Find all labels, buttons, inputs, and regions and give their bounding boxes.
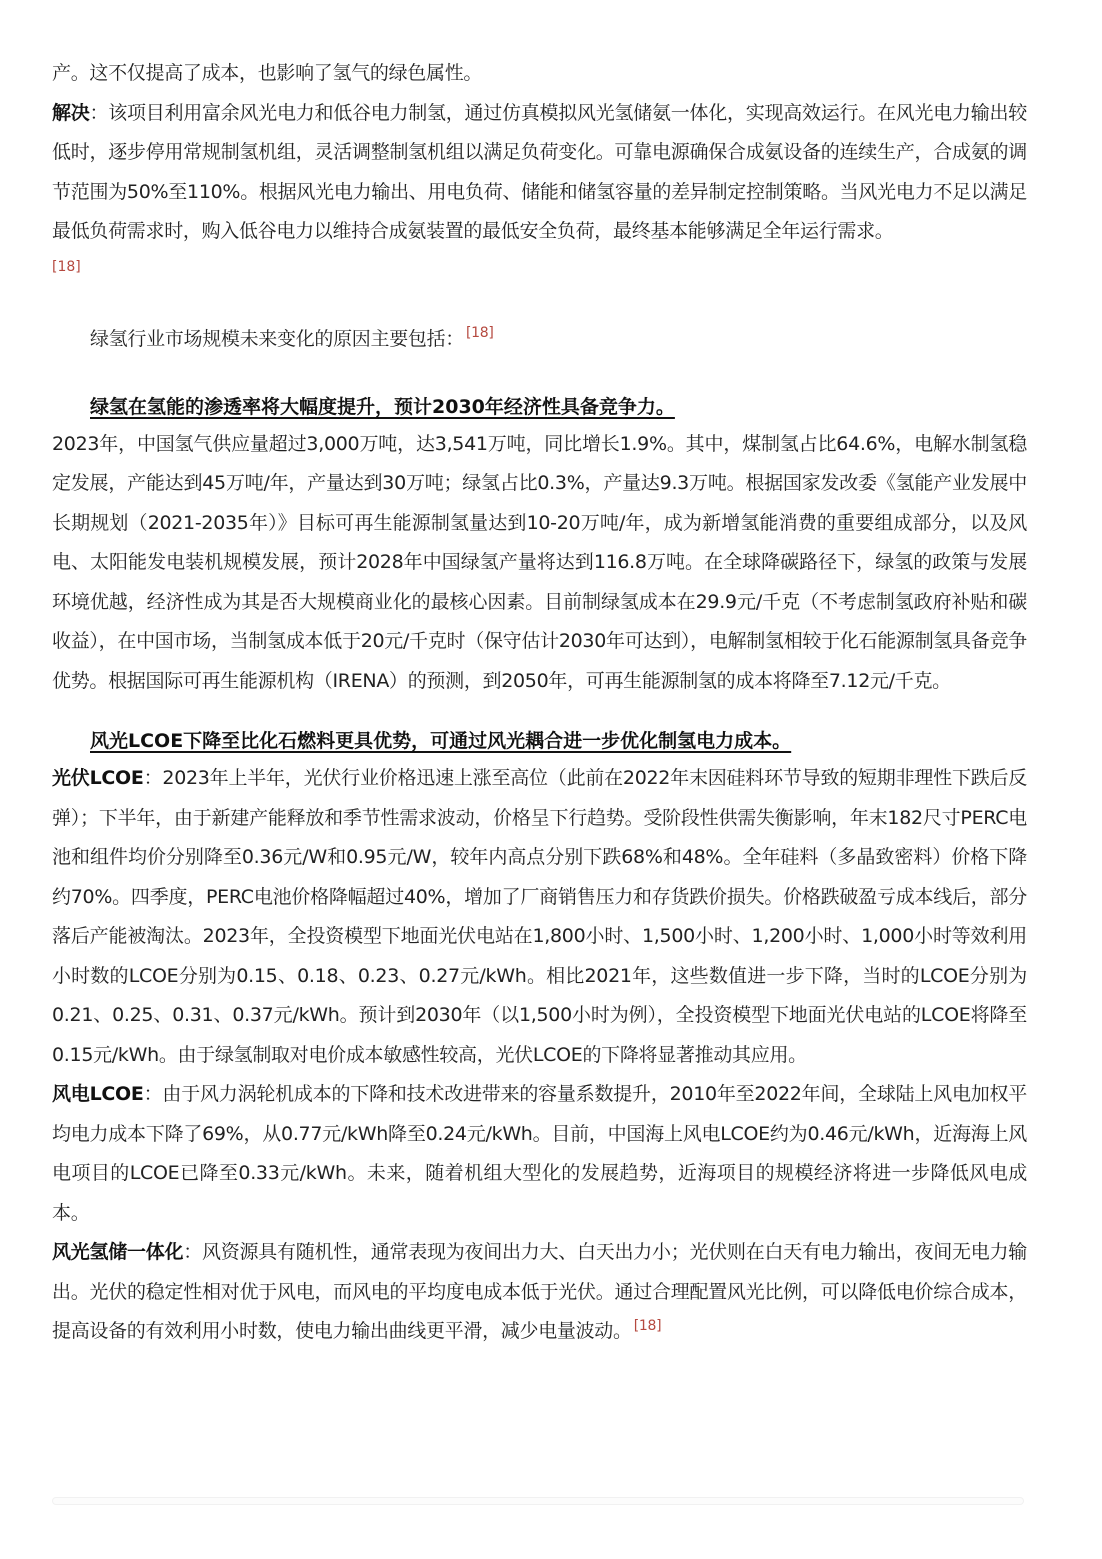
solution-text: ：该项目利用富余风光电力和低谷电力制氢，通过仿真模拟风光氢储氨一体化，实现高效运行。在风光电力输出较低时，逐步停用常规制氢机组，灵活调整制氢机组以满足负荷变化。可靠电源确保合成氨设备的连续生产，合成氨的调节范围为50%至110%。根据风光电力输出、用电负荷、储能和储氢容量的差异制定控制策略。当风光电力不足以满足最低负荷需求时，购入低谷电力以维持合成氨装置的最低安全负荷，最终基本能够满足全年运行需求。 <box>52 101 1027 242</box>
pv-lcoe-label: 光伏LCOE <box>52 767 144 789</box>
paragraph-solution <box>52 94 1027 252</box>
wind-lcoe-text: ：由于风力涡轮机成本的下降和技术改进带来的容量系数提升，2010年至2022年间，全球陆上风电加权平均电力成本下降了69%，从0.77元/kWh降至0.24元/kWh。目前，中国海上风电LCOE约为0.46元/kWh，近海海上风电项目的LCOE已降至0.33元/kWh。未来，随着机组大型化的发展趋势，近海项目的规模经济将进一步降低风电成本。 <box>52 1083 1027 1224</box>
intro-paragraph <box>52 319 1027 359</box>
footer-divider <box>52 1497 1024 1505</box>
section-heading-lcoe <box>52 723 1027 759</box>
pv-lcoe-text: ：2023年上半年，光伏行业价格迅速上涨至高位（此前在2022年末因硅料环节导致的短期非理性下跌后反弹）；下半年，由于新建产能释放和季节性需求波动，价格呈下行趋势。受阶段性供需失衡影响，年末182尺寸PERC电池和组件均价分别降至0.36元/W和0.95元/W，较年内高点分别下跌68%和48%。全年硅料（多晶致密料）价格下降约70%。四季度，PERC电池价格降幅超过40%，增加了厂商销售压力和存货跌价损失。价格跌破盈亏成本线后，部分落后产能被淘汰。2023年，全投资模型下地面光伏电站在1,800小时、1,500小时、1,200小时、1,000小时等效利用小时数的LCOE分别为0.15、0.18、0.23、0.27元/kWh。相比2021年，这些数值进一步下降，当时的LCOE分别为0.21、0.25、0.31、0.37元/kWh。预计到2030年（以1,500小时为例），全投资模型下地面光伏电站的LCOE将降至0.15元/kWh。由于绿氢制取对电价成本敏感性较高，光伏LCOE的下降将显著推动其应用。 <box>52 767 1027 1066</box>
section-heading-green-hydrogen <box>52 389 1027 425</box>
paragraph-continuation: 产。这不仅提高了成本，也影响了氢气的绿色属性。 <box>52 62 483 84</box>
integration-label: 风光氢储一体化 <box>52 1241 184 1263</box>
paragraph-wind-lcoe <box>52 1075 1027 1233</box>
paragraph-integration <box>52 1233 1027 1352</box>
reference-link[interactable]: [18] <box>466 325 494 342</box>
paragraph-green-hydrogen: 2023年，中国氢气供应量超过3,000万吨，达3,541万吨，同比增长1.9%。其中，煤制氢占比64.6%，电解水制氢稳定发展，产能达到45万吨/年，产量达到30万吨；绿氢占比0.3%，产量达9.3万吨。根据国家发改委《氢能产业发展中长期规划（2021-2035年）》目标可再生能源制氢量达到10-20万吨/年，成为新增氢能消费的重要组成部分，以及风电、太阳能发电装机规模发展，预计2028年中国绿氢产量将达到116.8万吨。在全球降碳路径下，绿氢的政策与发展环境优越，经济性成为其是否大规模商业化的最核心因素。目前制绿氢成本在29.9元/千克（不考虑制氢政府补贴和碳收益），在中国市场，当制氢成本低于20元/千克时（保守估计2030年可达到），电解制氢相较于化石能源制氢具备竞争优势。根据国际可再生能源机构（IRENA）的预测，到2050年，可再生能源制氢的成本将降至7.12元/千克。 <box>52 432 1027 692</box>
article-body <box>52 54 1027 1352</box>
reference-link[interactable]: [18] <box>633 1317 662 1334</box>
section-heading-text: 绿氢在氢能的渗透率将大幅度提升，预计2030年经济性具备竞争力。 <box>90 395 675 418</box>
wind-lcoe-label: 风电LCOE <box>52 1083 144 1105</box>
section-heading-text: 风光LCOE下降至比化石燃料更具优势，可通过风光耦合进一步优化制氢电力成本。 <box>90 730 792 752</box>
paragraph-pv-lcoe <box>52 759 1027 1075</box>
solution-label: 解决 <box>52 101 90 124</box>
reference-link[interactable]: [18] <box>52 258 81 275</box>
intro-text: 绿氢行业市场规模未来变化的原因主要包括： <box>90 327 465 350</box>
integration-text: ：风资源具有随机性，通常表现为夜间出力大、白天出力小；光伏则在白天有电力输出，夜间无电力输出。光伏的稳定性相对优于风电，而风电的平均度电成本低于光伏。通过合理配置风光比例，可以降低电价综合成本，提高设备的有效利用小时数，使电力输出曲线更平滑，减少电量波动。 <box>52 1241 1027 1342</box>
